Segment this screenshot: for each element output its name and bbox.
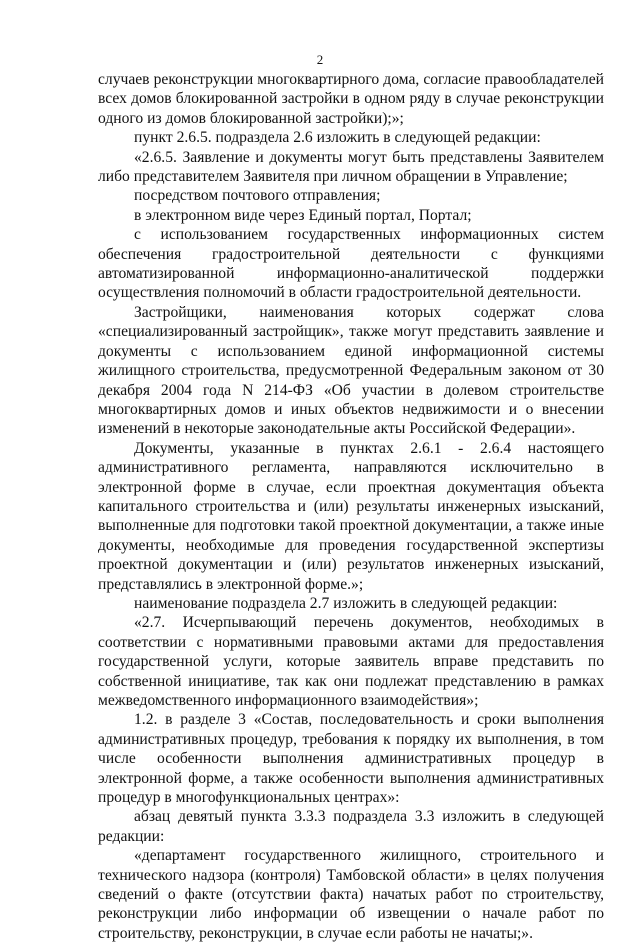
- paragraph: пункт 2.6.5. подраздела 2.6 изложить в следующей редакции:: [134, 129, 541, 147]
- page-number: 2: [316, 52, 324, 67]
- paragraph: Застройщики, наименования которых содержат слова «специализированный застройщик», также могут представить заявление и документы с использованием единой информационной системы жилищного строительства, предусмотренной Федеральным законом от 30 декабря 2004 года N 214-ФЗ «Об участии в долевом строительстве многоквартирных домов и иных объектов недвижимости и о внесении изменений в некоторые законодательные акты Российской Федерации».: [98, 303, 604, 438]
- paragraph: с использованием государственных информационных систем обеспечения градостроительной деятельности с функциями автоматизированной информационно-аналитической поддержки осуществления полномочий в области градостроительной деятельности.: [98, 226, 604, 302]
- paragraph: наименование подраздела 2.7 изложить в следующей редакции:: [134, 594, 558, 612]
- paragraph: абзац девятый пункта 3.3.3 подраздела 3.3 изложить в следующей редакции:: [98, 808, 604, 845]
- paragraph: в электронном виде через Единый портал, Портал;: [134, 206, 472, 224]
- paragraph: Документы, указанные в пунктах 2.6.1 - 2.6.4 настоящего административного регламента, направляются исключительно в электронной форме в случае, если проектная документация объекта капитального строительства и (или) результаты инженерных изысканий, выполненные для подготовки такой проектной документации, а также иные документы, необходимые для проведения государственной экспертизы проектной документации и (или) результатов инженерных изысканий, представлялись в электронной форме.»;: [98, 439, 604, 593]
- paragraph: случаев реконструкции многоквартирного дома, согласие правообладателей всех домов блокированной застройки в одном ряду в случае реконструкции одного из домов блокированной застройки);»;: [98, 71, 604, 127]
- paragraph: посредством почтового отправления;: [134, 187, 381, 205]
- paragraph: 1.2. в разделе 3 «Состав, последовательность и сроки выполнения административных процедур, требования к порядку их выполнения, в том числе особенности выполнения административных процедур в электронной форме, а также особенности выполнения административных процедур в многофункциональных центрах»:: [98, 711, 604, 807]
- paragraph: «2.7. Исчерпывающий перечень документов, необходимых в соответствии с нормативными правовыми актами для предоставления государственной услуги, которые заявитель вправе представить по собственной инициативе, так как они подлежат представлению в рамках межведомственного информационного взаимодействия»;: [98, 614, 604, 709]
- document-body: [98, 70, 604, 943]
- paragraph: «2.6.5. Заявление и документы могут быть представлены Заявителем либо представителем Заявителя при личном обращении в Управление;: [98, 148, 604, 186]
- paragraph: «департамент государственного жилищного, строительного и технического надзора (контроля) Тамбовской области» в целях получения сведений о факте (отсутствии факта) начатых работ по строительству, реконструкции либо информации об извещении о начале работ по строительству, реконструкции, в случае если работы не начаты;».: [98, 847, 604, 942]
